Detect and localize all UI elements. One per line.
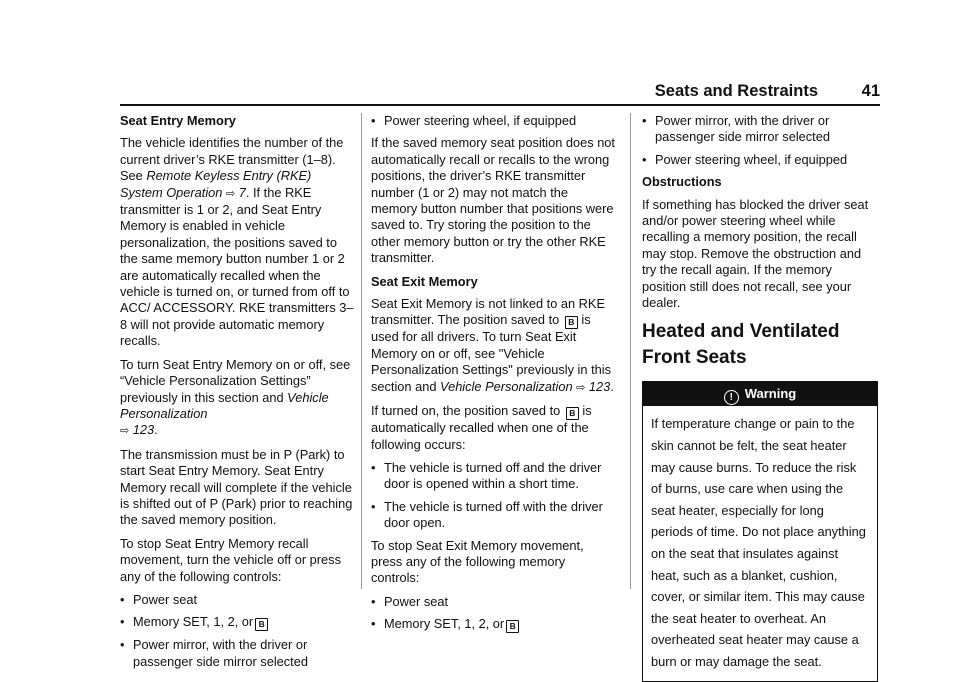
warning-icon: ! (724, 390, 739, 405)
xref-link-rke[interactable]: Remote Keyless Entry (RKE) System Operation (120, 168, 312, 200)
paragraph: If the saved memory seat position does not automatically recall or recalls to the wrong positions, the driver’s RKE transmitter number (1 or 2) may not match the memory button number that positions were saved to. Try storing the position to the other memory button or try the other RKE transmitter. (371, 135, 615, 266)
column-divider (361, 113, 362, 589)
list-item: • Power mirror, with the driver or passenger side mirror selected (120, 637, 355, 670)
paragraph: To stop Seat Exit Memory movement, press any of the following memory controls: (371, 537, 584, 586)
list-item (120, 614, 355, 631)
warning-title: Warning (744, 386, 797, 402)
list-item: • Power steering wheel, if equipped (642, 152, 878, 168)
text: Memory SET, 1, 2, or (133, 614, 254, 630)
column-left (120, 113, 355, 676)
exit-memory-button-icon: B (506, 620, 519, 633)
text: Memory SET, 1, 2, or (384, 616, 505, 632)
list-item: • Power seat (120, 592, 355, 608)
paragraph: The transmission must be in P (Park) to start Seat Entry Memory. Seat Entry Memory recall will complete if the vehicle is shifted out of P (Park) prior to reaching the saved memory position. (120, 446, 353, 528)
warning-box (642, 381, 878, 681)
page-ref-arrow-icon: ⇨ (225, 187, 236, 200)
paragraph: To stop Seat Entry Memory recall movement, turn the vehicle off or press any of the following controls: (120, 535, 341, 584)
page-ref[interactable]: 123 (588, 378, 611, 394)
paragraph (371, 296, 616, 396)
paragraph (120, 357, 355, 440)
text: is automatically recalled when one of the following occurs: (371, 403, 592, 452)
page-ref-arrow-icon: ⇨ (120, 425, 130, 438)
text: Seat Exit Memory is not linked to an RKE transmitter. The position saved to (371, 296, 605, 328)
column-divider (630, 113, 631, 589)
exit-memory-button-icon: B (565, 316, 578, 329)
text: . (610, 378, 614, 394)
heading-obstructions: Obstructions (642, 174, 722, 190)
text: is used for all drivers. To turn Seat Exit Memory on or off, see "Vehicle Personalization Settings" previously in this section and (371, 312, 611, 394)
list-item: • The vehicle is turned off with the driver door open. (371, 499, 616, 532)
text: If turned on, the position saved to (371, 403, 561, 419)
page-number: 41 (861, 82, 880, 100)
page-header (120, 78, 880, 106)
header-rule (120, 104, 880, 106)
section-header-title: Seats and Restraints (654, 82, 818, 100)
heading-seat-exit-memory: Seat Exit Memory (371, 273, 478, 289)
paragraph: If something has blocked the driver seat and/or power steering wheel while recalling a memory position, the recall may stop. Remove the obstruction and try the recall again. If the memory position still does not recall, see your dealer. (642, 196, 869, 311)
list-item: • Power seat (371, 594, 616, 610)
list-item: • The vehicle is turned off and the driver door is opened within a short time. (371, 460, 616, 493)
xref-link-vehicle-personalization[interactable]: Vehicle Personalization (440, 378, 573, 394)
list-item (371, 616, 616, 633)
column-middle (371, 113, 616, 639)
text: The vehicle identifies the number of the current driver’s RKE transmitter (1–8). See (120, 135, 344, 184)
warning-header (643, 382, 877, 406)
section-title: Heated and Ventilated Front Seats (642, 321, 840, 369)
warning-text: If temperature change or pain to the skin cannot be felt, the seat heater may cause burns. To reduce the risk of burns, use care when using the seat heater, especially for long periods of time. Do not place anything on the seat that insulates against heat, such as a blanket, cushion, cover, or similar item. This may cause the seat heater to overheat. An overheated seat heater may cause a burn or may damage the seat. (651, 416, 866, 669)
text: . (154, 422, 158, 438)
list-item: • Power mirror, with the driver or passenger side mirror selected (642, 113, 878, 146)
paragraph (371, 403, 616, 453)
heading-seat-entry-memory: Seat Entry Memory (120, 113, 236, 128)
text: . If the RKE transmitter is 1 or 2, and Seat Entry Memory is enabled in vehicle personalization, the positions saved to the same memory button number 1 or 2 are automatically recalled when the vehicle is turned on, or turned from off to ACC/ ACCESSORY. RKE transmitters 3–8 will not provide automatic memory recalls. (120, 184, 354, 349)
exit-memory-button-icon: B (566, 407, 579, 420)
exit-memory-button-icon: B (255, 618, 268, 631)
column-right (642, 113, 878, 682)
text: To turn Seat Entry Memory on or off, see “Vehicle Personalization Settings” previously in this section and (120, 356, 351, 405)
paragraph (120, 135, 355, 349)
page-ref-arrow-icon: ⇨ (576, 381, 586, 394)
xref-link-vehicle-personalization[interactable]: Vehicle Personalization (120, 389, 329, 421)
page-ref[interactable]: 123 (132, 422, 155, 438)
page-ref[interactable]: 7 (238, 184, 246, 200)
list-item: • Power steering wheel, if equipped (371, 113, 616, 129)
